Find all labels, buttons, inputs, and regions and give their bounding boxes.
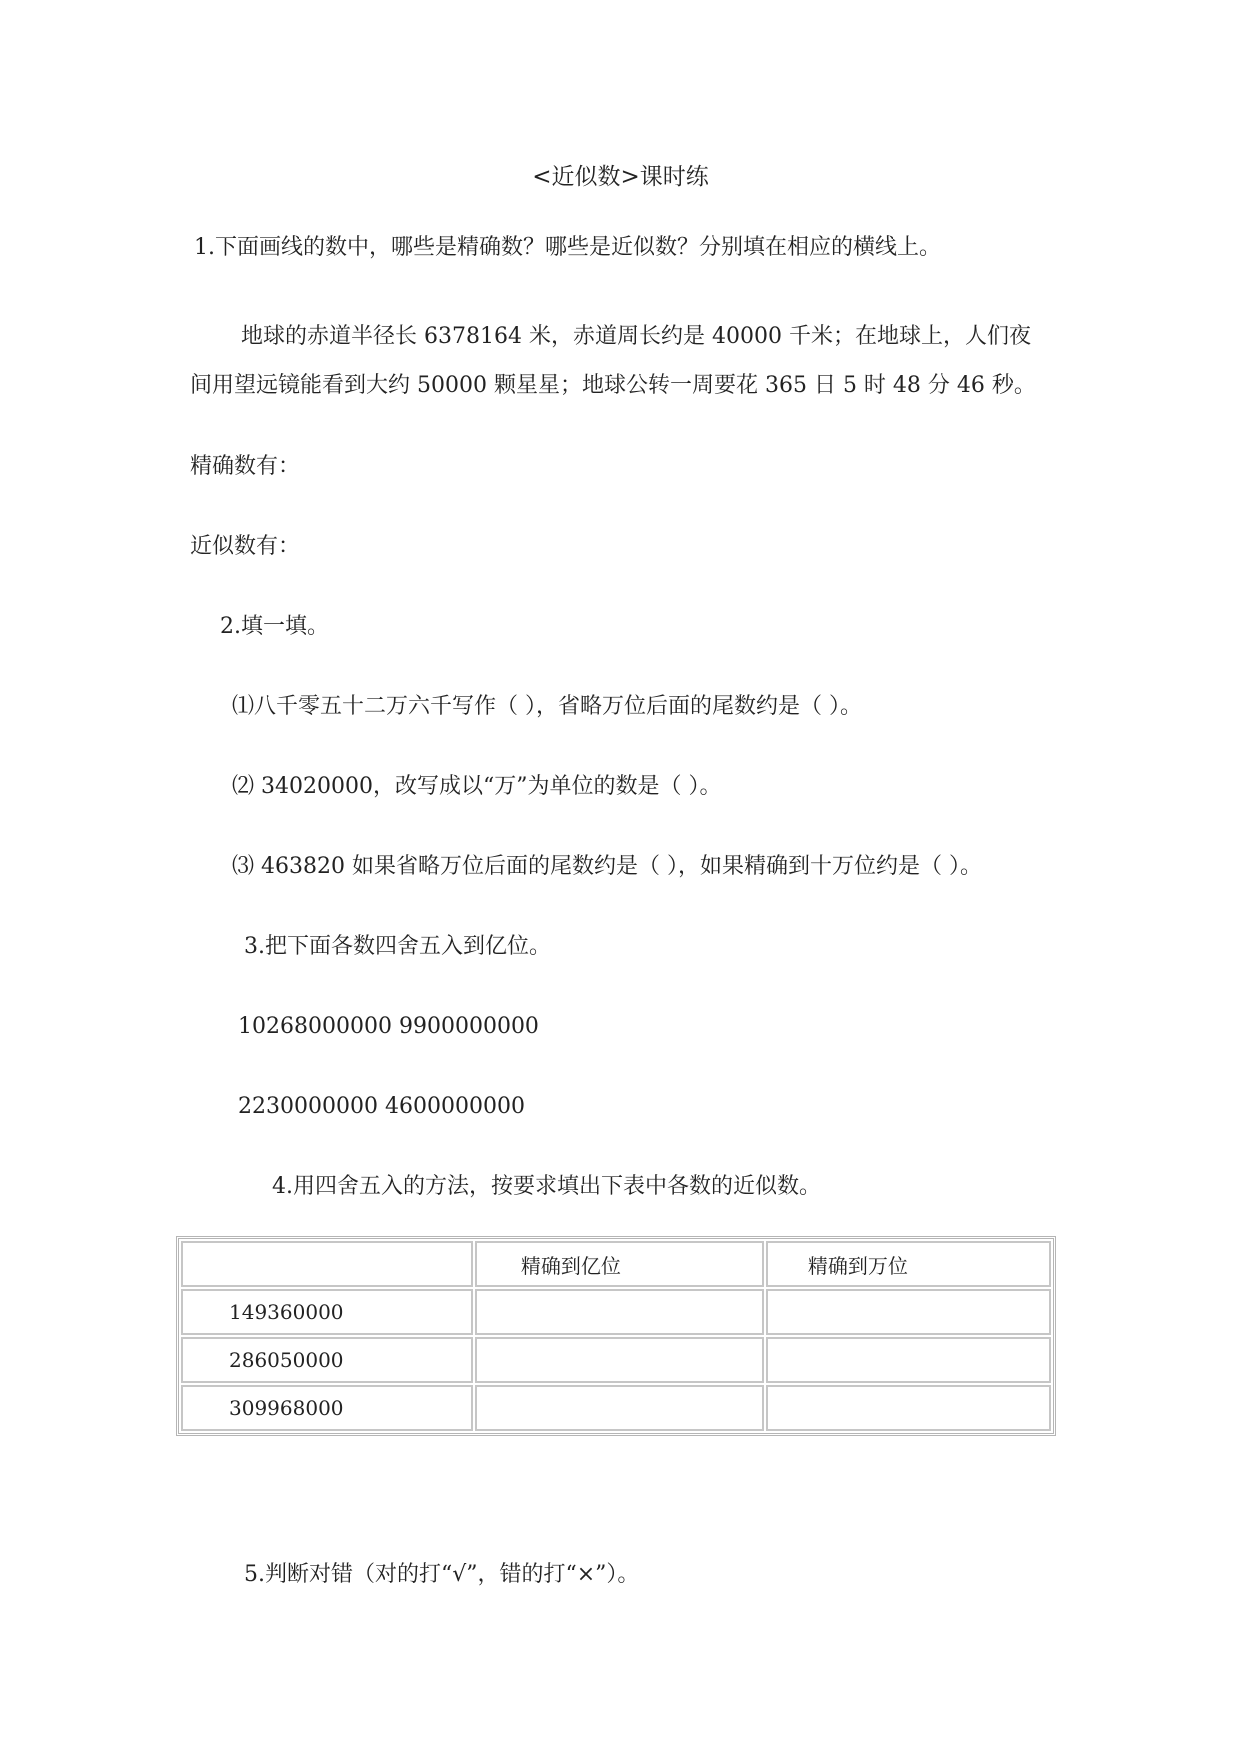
table-cell-answer[interactable] (766, 1289, 1051, 1335)
table-cell-answer[interactable] (475, 1289, 764, 1335)
q1-text-line2: 间用望远镜能看到大约 50000 颗星星；地球公转一周要花 365 日 5 时 48 分 46 秒。 (190, 373, 1036, 398)
q3-row1: 10268000000 9900000000 (238, 1014, 539, 1039)
q2-item2: ⑵ 34020000，改写成以“万”为单位的数是（ ）。 (232, 774, 722, 799)
table-cell-number: 309968000 (181, 1385, 473, 1431)
q1-prompt: 1.下面画线的数中，哪些是精确数？哪些是近似数？分别填在相应的横线上。 (194, 235, 941, 260)
table-row (181, 1289, 1051, 1335)
table-cell-number: 149360000 (181, 1289, 473, 1335)
table-cell-answer[interactable] (475, 1385, 764, 1431)
table-row (181, 1337, 1051, 1383)
table-header-cell: 精确到万位 (766, 1241, 1051, 1287)
q4-prompt: 4.用四舍五入的方法，按要求填出下表中各数的近似数。 (272, 1174, 821, 1199)
table-header-row (181, 1241, 1051, 1287)
q1-approx-label: 近似数有： (190, 534, 301, 559)
q3-row2: 2230000000 4600000000 (238, 1094, 525, 1119)
table-cell-answer[interactable] (475, 1337, 764, 1383)
table-cell-answer[interactable] (766, 1337, 1051, 1383)
q2-item3: ⑶ 463820 如果省略万位后面的尾数约是（ ），如果精确到十万位约是（ ）。 (232, 854, 982, 879)
q2-item1: ⑴八千零五十二万六千写作（ ），省略万位后面的尾数约是（ ）。 (232, 694, 862, 719)
q2-prompt: 2.填一填。 (220, 614, 329, 639)
page-title: <近似数>课时练 (532, 164, 709, 190)
table-row (181, 1385, 1051, 1431)
q3-prompt: 3.把下面各数四舍五入到亿位。 (244, 934, 551, 959)
q1-exact-label: 精确数有： (190, 454, 301, 479)
table-cell-answer[interactable] (766, 1385, 1051, 1431)
q1-text-line1: 地球的赤道半径长 6378164 米，赤道周长约是 40000 千米；在地球上，人们夜 (241, 324, 1031, 349)
q5-prompt: 5.判断对错（对的打“√”，错的打“×”）。 (244, 1562, 640, 1587)
approximation-table (176, 1236, 1056, 1436)
table-header-cell: 精确到亿位 (475, 1241, 764, 1287)
table-cell-number: 286050000 (181, 1337, 473, 1383)
table-header-cell (181, 1241, 473, 1287)
